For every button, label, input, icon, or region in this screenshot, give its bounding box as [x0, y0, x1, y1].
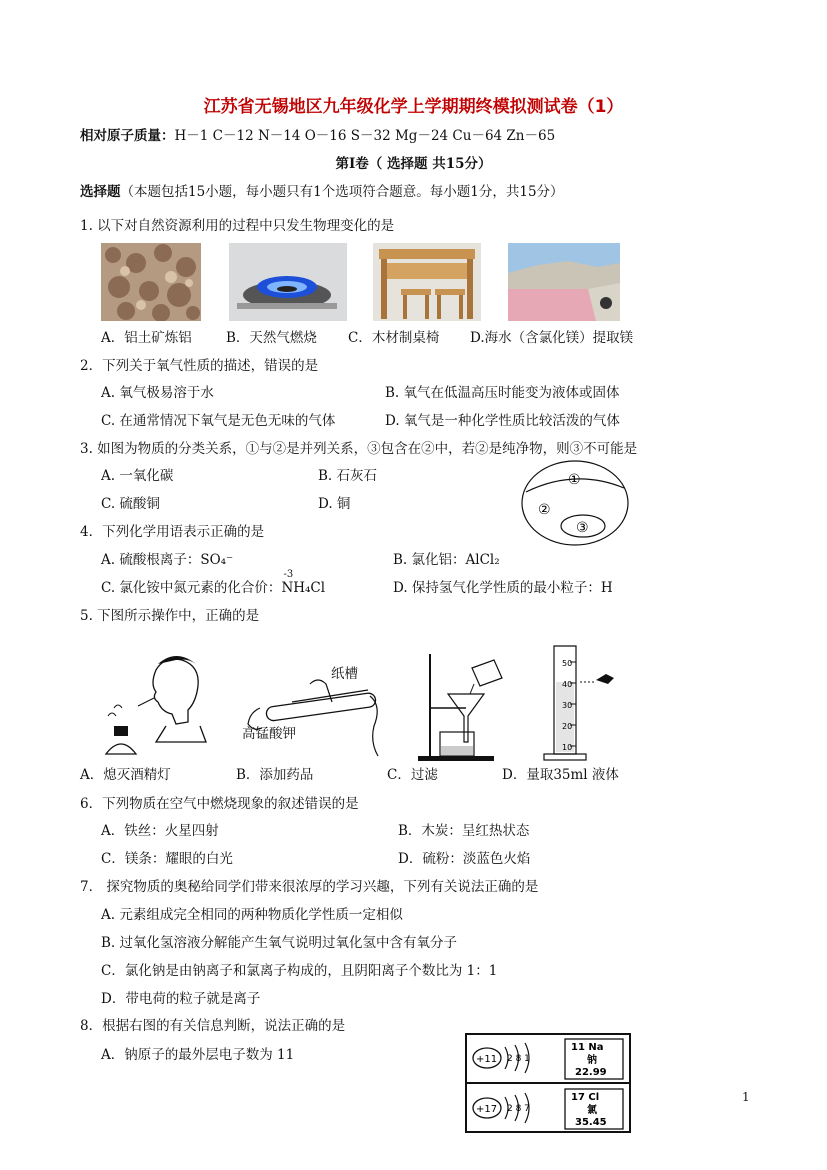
- q7-stem: 7． 探究物质的奥秘给同学们带来很浓厚的学习兴趣，下列有关说法正确的是: [80, 879, 539, 895]
- q4-option-c: [101, 569, 326, 597]
- paper-title: 江苏省无锡地区九年级化学上学期期终模拟测试卷（1）: [203, 97, 624, 117]
- q3-option-b: B. 石灰石: [318, 468, 378, 484]
- circle-label-3: ③: [576, 520, 589, 536]
- q2-option-a: A. 氧气极易溶于水: [101, 385, 214, 401]
- q7-option-a: A. 元素组成完全相同的两种物质化学性质一定相似: [101, 907, 403, 923]
- bauxite-photo: [101, 243, 201, 321]
- q7-option-b: B. 过氧化氢溶液分解能产生氧气说明过氧化氢中含有氧分子: [101, 935, 458, 951]
- q4-option-b: B. 氯化铝：AlCl₂: [393, 552, 500, 568]
- q8-option-a: A．钠原子的最外层电子数为 11: [101, 1047, 295, 1063]
- paper-trough-label: 纸槽: [331, 666, 358, 682]
- instructions: [80, 183, 564, 201]
- na-name: 钠: [587, 1055, 597, 1066]
- seawater-saltfield-photo: [508, 243, 620, 321]
- atomic-mass-label: 相对原子质量：: [80, 128, 175, 144]
- q6-option-b: B．木炭：呈红热状态: [398, 823, 530, 839]
- q1-option-d: D.海水（含氯化镁）提取镁: [470, 330, 634, 346]
- na-shells: 2 8 1: [507, 1054, 530, 1064]
- page-number: 1: [742, 1090, 750, 1104]
- atomic-mass-values: H－1 C－12 N－14 O－16 S－32 Mg－24 Cu－64 Zn－65: [174, 128, 556, 144]
- q6-option-c: C．镁条：耀眼的白光: [101, 851, 233, 867]
- wooden-furniture-photo: [373, 243, 481, 321]
- cl-shells: 2 8 7: [507, 1104, 530, 1114]
- cyl-tick-40: 40: [562, 680, 573, 689]
- q2-stem: 2．下列关于氧气性质的描述，错误的是: [80, 358, 319, 374]
- q1-stem: 1. 以下对自然资源利用的过程中只发生物理变化的是: [80, 218, 395, 234]
- nh4cl-text: NH₄Cl: [281, 580, 326, 596]
- q4-stem: 4．下列化学用语表示正确的是: [80, 524, 265, 540]
- q6-option-a: A．铁丝：火星四射: [101, 823, 219, 839]
- q5-option-a: A．熄灭酒精灯: [80, 767, 171, 783]
- graduated-cylinder-figure: [540, 642, 620, 767]
- kmno4-label: 高锰酸钾: [242, 726, 296, 742]
- q8-stem: 8．根据右图的有关信息判断，说法正确的是: [80, 1018, 346, 1034]
- cl-name: 氯: [587, 1105, 597, 1116]
- q4-option-d: D. 保持氢气化学性质的最小粒子：H: [393, 580, 613, 596]
- cl-nucleus: +17: [476, 1104, 498, 1115]
- section-heading: 第Ⅰ卷（ 选择题 共15分）: [335, 156, 492, 172]
- q1-option-b: B．天然气燃烧: [226, 330, 317, 346]
- cyl-tick-10: 10: [562, 743, 573, 752]
- circle-label-2: ②: [538, 502, 551, 518]
- q1-option-a: A．铝土矿炼铝: [101, 330, 192, 346]
- circle-label-1: ①: [568, 472, 581, 488]
- q3-stem: 3. 如图为物质的分类关系，①与②是并列关系，③包含在②中，若②是纯净物，则③不可能是: [80, 441, 638, 457]
- add-reagent-figure: [240, 660, 390, 760]
- classification-diagram: [520, 458, 632, 548]
- q3-option-a: A. 一氧化碳: [101, 468, 174, 484]
- extinguish-lamp-figure: [96, 650, 221, 762]
- gas-stove-photo: [229, 243, 347, 321]
- filtration-figure: [410, 650, 510, 765]
- atom-structure-figure: [465, 1033, 631, 1133]
- q2-option-c: C. 在通常情况下氧气是无色无味的气体: [101, 413, 336, 429]
- q7-option-d: D．带电荷的粒子就是离子: [101, 991, 261, 1007]
- atomic-mass-line: [80, 127, 555, 145]
- q5-option-b: B．添加药品: [236, 767, 314, 783]
- q2-option-d: D. 氧气是一种化学性质比较活泼的气体: [385, 413, 620, 429]
- cl-mass: 35.45: [575, 1117, 607, 1128]
- na-nucleus: +11: [476, 1054, 498, 1065]
- q6-stem: 6．下列物质在空气中燃烧现象的叙述错误的是: [80, 796, 359, 812]
- q5-option-c: C．过滤: [387, 767, 438, 783]
- nh4cl-formula: [281, 569, 326, 597]
- q3-option-d: D. 铜: [318, 496, 351, 512]
- q7-option-c: C．氯化钠是由钠离子和氯离子构成的，且阴阳离子个数比为 1：1: [101, 963, 498, 979]
- q1-option-c: C．木材制桌椅: [348, 330, 440, 346]
- cl-number: 17 Cl: [571, 1092, 600, 1103]
- q6-option-d: D．硫粉：淡蓝色火焰: [398, 851, 531, 867]
- q4-option-a: A. 硫酸根离子：SO₄⁻: [101, 552, 234, 568]
- na-number: 11 Na: [571, 1042, 604, 1053]
- q5-stem: 5. 下图所示操作中，正确的是: [80, 608, 260, 624]
- cyl-tick-50: 50: [562, 659, 573, 668]
- q4-option-c-text: C. 氯化铵中氮元素的化合价：: [101, 580, 282, 596]
- na-mass: 22.99: [575, 1067, 607, 1078]
- cyl-tick-20: 20: [562, 722, 573, 731]
- q2-option-b: B. 氧气在低温高压时能变为液体或固体: [385, 385, 620, 401]
- q5-option-d: D．量取35ml 液体: [502, 767, 619, 783]
- valence-mark: -3: [283, 569, 294, 580]
- cyl-tick-30: 30: [562, 701, 573, 710]
- q3-option-c: C. 硫酸铜: [101, 496, 160, 512]
- instructions-text: （本题包括15小题，每小题只有1个选项符合题意。每小题1分，共15分）: [120, 184, 564, 200]
- instructions-label: 选择题: [80, 184, 121, 200]
